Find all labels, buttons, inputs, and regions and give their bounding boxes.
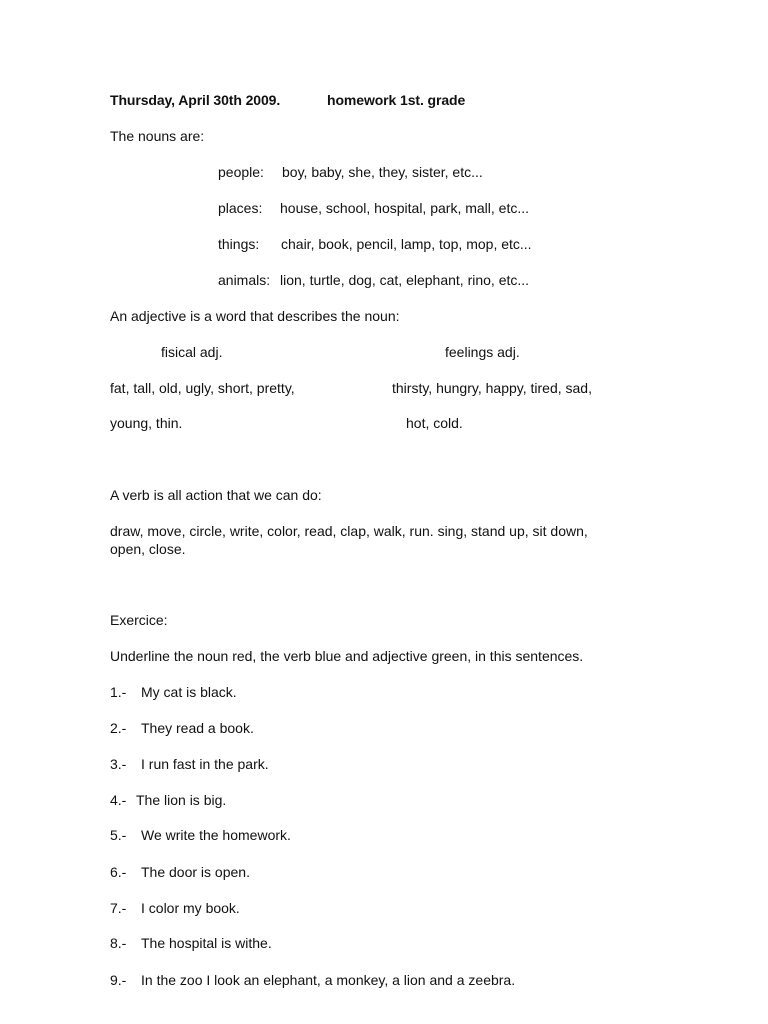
noun-category-label-things: things: — [218, 236, 260, 252]
sentence-number: 8.- — [110, 935, 127, 951]
sentence-number: 5.- — [110, 827, 127, 843]
sentence-number: 3.- — [110, 756, 127, 772]
verbs-examples-line-2: open, close. — [110, 541, 186, 557]
noun-category-label-people: people: — [218, 164, 264, 180]
sentence-text: I color my book. — [141, 900, 240, 916]
exercise-heading: Exercice: — [110, 612, 168, 628]
sentence-number: 2.- — [110, 720, 127, 736]
fisical-adjectives-heading: fisical adj. — [161, 344, 223, 360]
sentence-number: 7.- — [110, 900, 127, 916]
verbs-examples-line-1: draw, move, circle, write, color, read, clap, walk, run. sing, stand up, sit down, — [110, 523, 588, 539]
exercise-instruction: Underline the noun red, the verb blue and adjective green, in this sentences. — [110, 648, 584, 664]
verbs-intro: A verb is all action that we can do: — [110, 487, 322, 503]
sentence-text: My cat is black. — [141, 684, 237, 700]
fisical-adjectives-line-1: fat, tall, old, ugly, short, pretty, — [110, 380, 295, 396]
noun-category-examples-things: chair, book, pencil, lamp, top, mop, etc... — [281, 236, 532, 252]
noun-category-examples-animals: lion, turtle, dog, cat, elephant, rino, etc... — [280, 272, 530, 288]
sentence-text: They read a book. — [141, 720, 254, 736]
sentence-text: I run fast in the park. — [141, 756, 269, 772]
feelings-adjectives-line-1: thirsty, hungry, happy, tired, sad, — [392, 380, 592, 396]
sentence-text: The hospital is withe. — [141, 935, 272, 951]
sentence-number: 6.- — [110, 864, 127, 880]
sentence-text: The door is open. — [141, 864, 250, 880]
sentence-text: In the zoo I look an elephant, a monkey, a lion and a zeebra. — [141, 972, 516, 988]
noun-category-label-places: places: — [218, 200, 263, 216]
feelings-adjectives-line-2: hot, cold. — [406, 415, 463, 431]
document-subject: homework 1st. grade — [327, 92, 466, 108]
sentence-text: We write the homework. — [141, 827, 291, 843]
sentence-number: 1.- — [110, 684, 127, 700]
adjectives-intro: An adjective is a word that describes the noun: — [110, 308, 400, 324]
nouns-intro: The nouns are: — [110, 128, 205, 144]
noun-category-examples-people: boy, baby, she, they, sister, etc... — [282, 164, 483, 180]
sentence-text: The lion is big. — [136, 792, 227, 808]
fisical-adjectives-line-2: young, thin. — [110, 415, 183, 431]
document-date: Thursday, April 30th 2009. — [110, 92, 281, 108]
sentence-number: 9.- — [110, 972, 127, 988]
noun-category-examples-places: house, school, hospital, park, mall, etc... — [280, 200, 530, 216]
sentence-number: 4.- — [110, 792, 127, 808]
feelings-adjectives-heading: feelings adj. — [445, 344, 520, 360]
noun-category-label-animals: animals: — [218, 272, 271, 288]
